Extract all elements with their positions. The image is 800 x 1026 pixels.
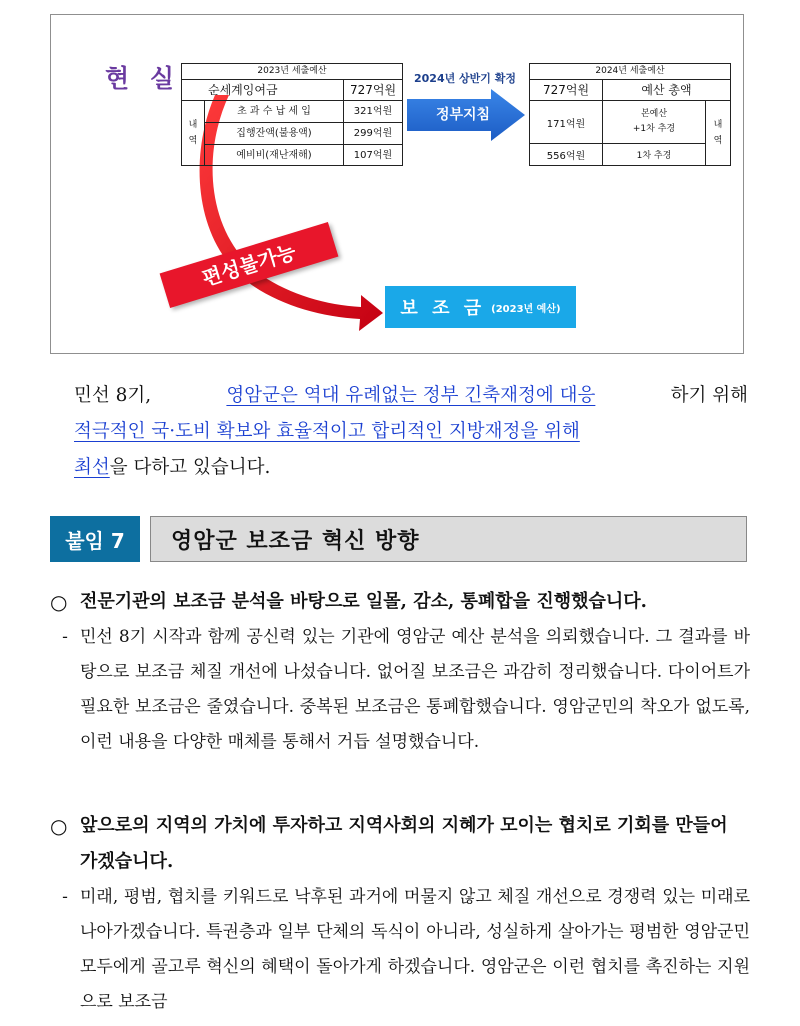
desc-cell: 1차 추경 <box>636 151 672 161</box>
impossible-banner: 편성불가능 <box>160 222 339 308</box>
circle-bullet-icon: ○ <box>50 814 68 838</box>
side-label: 내 역 <box>713 120 723 146</box>
table-header: 2024년 세출예산 <box>530 64 730 80</box>
arrow-label: 정부지침 <box>435 107 491 123</box>
table-row: 초 과 수 납 세 입 321억원 <box>205 101 402 123</box>
dash-bullet-icon: - <box>62 887 68 907</box>
intro-paragraph: 민선 8기, 영암군은 역대 유례없는 정부 긴축재정에 대응 하기 위해 적극적인 국·도비 확보와 효율적이고 합리적인 지방재정을 위해 최선을 다하고 있습니다. <box>74 378 748 486</box>
confirm-banner: 2024년 상반기 확정 <box>413 72 517 85</box>
subsidy-label: 보 조 금 <box>400 298 486 319</box>
intro-link[interactable]: 적극적인 국·도비 확보와 효율적이고 합리적인 지방재정을 위해 <box>74 421 580 442</box>
subsidy-box <box>385 286 576 328</box>
budget-figure <box>50 14 744 354</box>
side-label: 내 역 <box>182 101 205 165</box>
table-row: 예비비(재난재해) 107억원 <box>205 145 402 166</box>
section-header <box>50 516 747 562</box>
section-title: 영암군 보조금 혁신 방향 <box>150 516 747 562</box>
bullet-block <box>50 584 750 760</box>
hyeonsil-label: 현 실 <box>105 64 181 93</box>
desc-cell: 본예산 +1차 추경 <box>603 101 705 144</box>
budget-2024-table <box>529 63 731 166</box>
bullet-detail: 민선 8기 시작과 함께 공신력 있는 기관에 영암군 예산 분석을 의뢰했습니다. 그 결과를 바탕으로 보조금 체질 개선에 나섰습니다. 없어질 보조금은 과감히 정리했습니다. 다이어트가 필요한 보조금은 줄였습니다. 중복된 보조금은 통폐합했습니다. 영암군민의 착오가 없도록, 이런 내용을 다양한 매체를 통해서 거듭 설명했습니다. <box>80 627 750 752</box>
table-header: 2023년 세출예산 <box>182 64 402 80</box>
total-value: 727억원 <box>349 83 397 97</box>
intro-link[interactable]: 영암군은 역대 유례없는 정부 긴축재정에 대응 <box>226 385 596 406</box>
amount-cell: 171억원 <box>530 101 602 144</box>
budget-2023-table <box>181 63 403 166</box>
dash-bullet-icon: - <box>62 627 68 647</box>
bullet-text: 전문기관의 보조금 분석을 바탕으로 일몰, 감소, 통폐합을 진행했습니다. <box>80 591 647 612</box>
top-amount: 727억원 <box>530 80 603 100</box>
intro-link[interactable]: 최선 <box>74 457 110 478</box>
total-label: 순세계잉여금 <box>182 80 344 100</box>
table-row: 집행잔액(불용액) 299억원 <box>205 123 402 145</box>
bullet-detail: 미래, 평범, 협치를 키워드로 낙후된 과거에 머물지 않고 체질 개선으로 경쟁력 있는 미래로 나아가겠습니다. 특권층과 일부 단체의 독식이 아니라, 성실하게 살아가는 평범한 영암군민 모두에게 골고루 혁신의 혜택이 돌아가게 하겠습니다. 영암군은 이런 협치를 촉진하는 지원으로 보조금 <box>80 887 750 1012</box>
subsidy-note: (2023년 예산) <box>491 303 561 315</box>
bullet-block <box>50 808 750 1020</box>
section-tag: 붙임 7 <box>50 516 140 562</box>
circle-bullet-icon: ○ <box>50 590 68 614</box>
bullet-text: 앞으로의 지역의 가치에 투자하고 지역사회의 지혜가 모이는 협치로 기회를 만들어 가겠습니다. <box>80 815 728 872</box>
amount-cell: 556억원 <box>546 151 586 162</box>
top-desc: 예산 총액 <box>641 83 692 97</box>
